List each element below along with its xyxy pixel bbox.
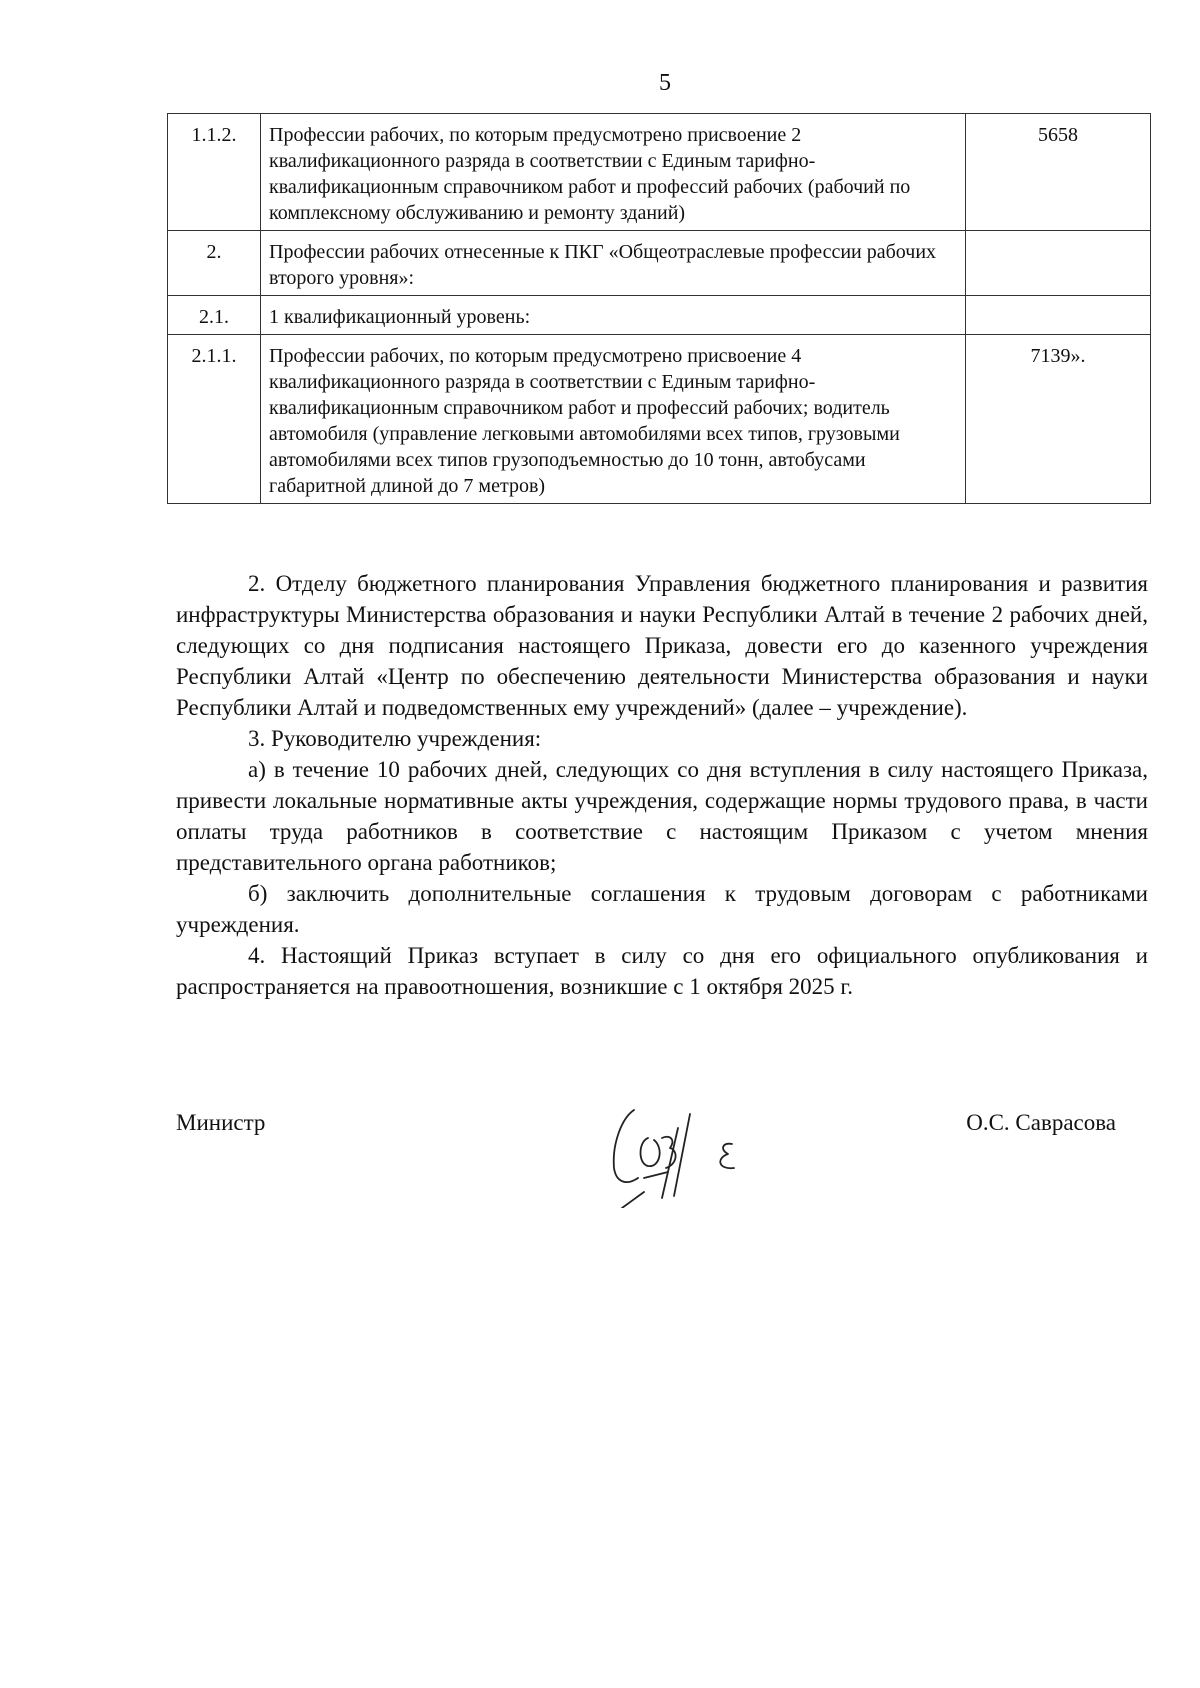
signatory-name: О.С. Саврасова xyxy=(966,1110,1116,1135)
row-number: 2.1.1. xyxy=(168,335,261,504)
document-body xyxy=(176,568,1148,1002)
paragraph-2: 2. Отделу бюджетного планирования Управления бюджетного планирования и развития инфраструктуры Министерства образования и науки Республики Алтай в течение 2 рабочих дней, следующих со дня подписания настоящего Приказа, довести его до казенного учреждения Республики Алтай «Центр по обеспечению деятельности Министерства образования и науки Республики Алтай и подведомственных ему учреждений» (далее – учреждение). xyxy=(176,571,1148,720)
row-description: Профессии рабочих, по которым предусмотрено присвоение 2 квалификационного разряда в соответствии с Единым тарифно-квалификационным справочником работ и профессий рабочих (рабочий по комплексному обслуживанию и ремонту зданий) xyxy=(261,114,966,231)
table-row xyxy=(168,114,1151,231)
paragraph-4: 4. Настоящий Приказ вступает в силу со дня его официального опубликования и распространяется на правоотношения, возникшие с 1 октября 2025 г. xyxy=(176,943,1148,999)
row-number: 2.1. xyxy=(168,296,261,335)
row-value xyxy=(966,231,1151,296)
tariff-table xyxy=(167,113,1151,504)
signatory-title: Министр xyxy=(176,1110,266,1135)
paragraph-3a: а) в течение 10 рабочих дней, следующих со дня вступления в силу настоящего Приказа, привести локальные нормативные акты учреждения, содержащие нормы трудового права, в части оплаты труда работников в соответствие с настоящим Приказом с учетом мнения представительного органа работников; xyxy=(176,757,1148,875)
handwritten-signature xyxy=(604,1098,774,1208)
paragraph-3b: б) заключить дополнительные соглашения к трудовым договорам с работниками учреждения. xyxy=(176,881,1148,937)
row-description: Профессии рабочих отнесенные к ПКГ «Общеотраслевые профессии рабочих второго уровня»: xyxy=(261,231,966,296)
row-value: 7139». xyxy=(966,335,1151,504)
row-value: 5658 xyxy=(966,114,1151,231)
table-row xyxy=(168,296,1151,335)
row-description: 1 квалификационный уровень: xyxy=(261,296,966,335)
row-number: 1.1.2. xyxy=(168,114,261,231)
row-description: Профессии рабочих, по которым предусмотрено присвоение 4 квалификационного разряда в соответствии с Единым тарифно-квалификационным справочником работ и профессий рабочих; водитель автомобиля (управление легковыми автомобилями всех типов, грузовыми автомобилями всех типов грузоподъемностью до 10 тонн, автобусами габаритной длиной до 7 метров) xyxy=(261,335,966,504)
row-value xyxy=(966,296,1151,335)
page-number: 5 xyxy=(659,70,671,96)
table-row xyxy=(168,231,1151,296)
table-row xyxy=(168,335,1151,504)
paragraph-3: 3. Руководителю учреждения: xyxy=(248,726,542,751)
signature-block xyxy=(176,1110,1116,1220)
row-number: 2. xyxy=(168,231,261,296)
